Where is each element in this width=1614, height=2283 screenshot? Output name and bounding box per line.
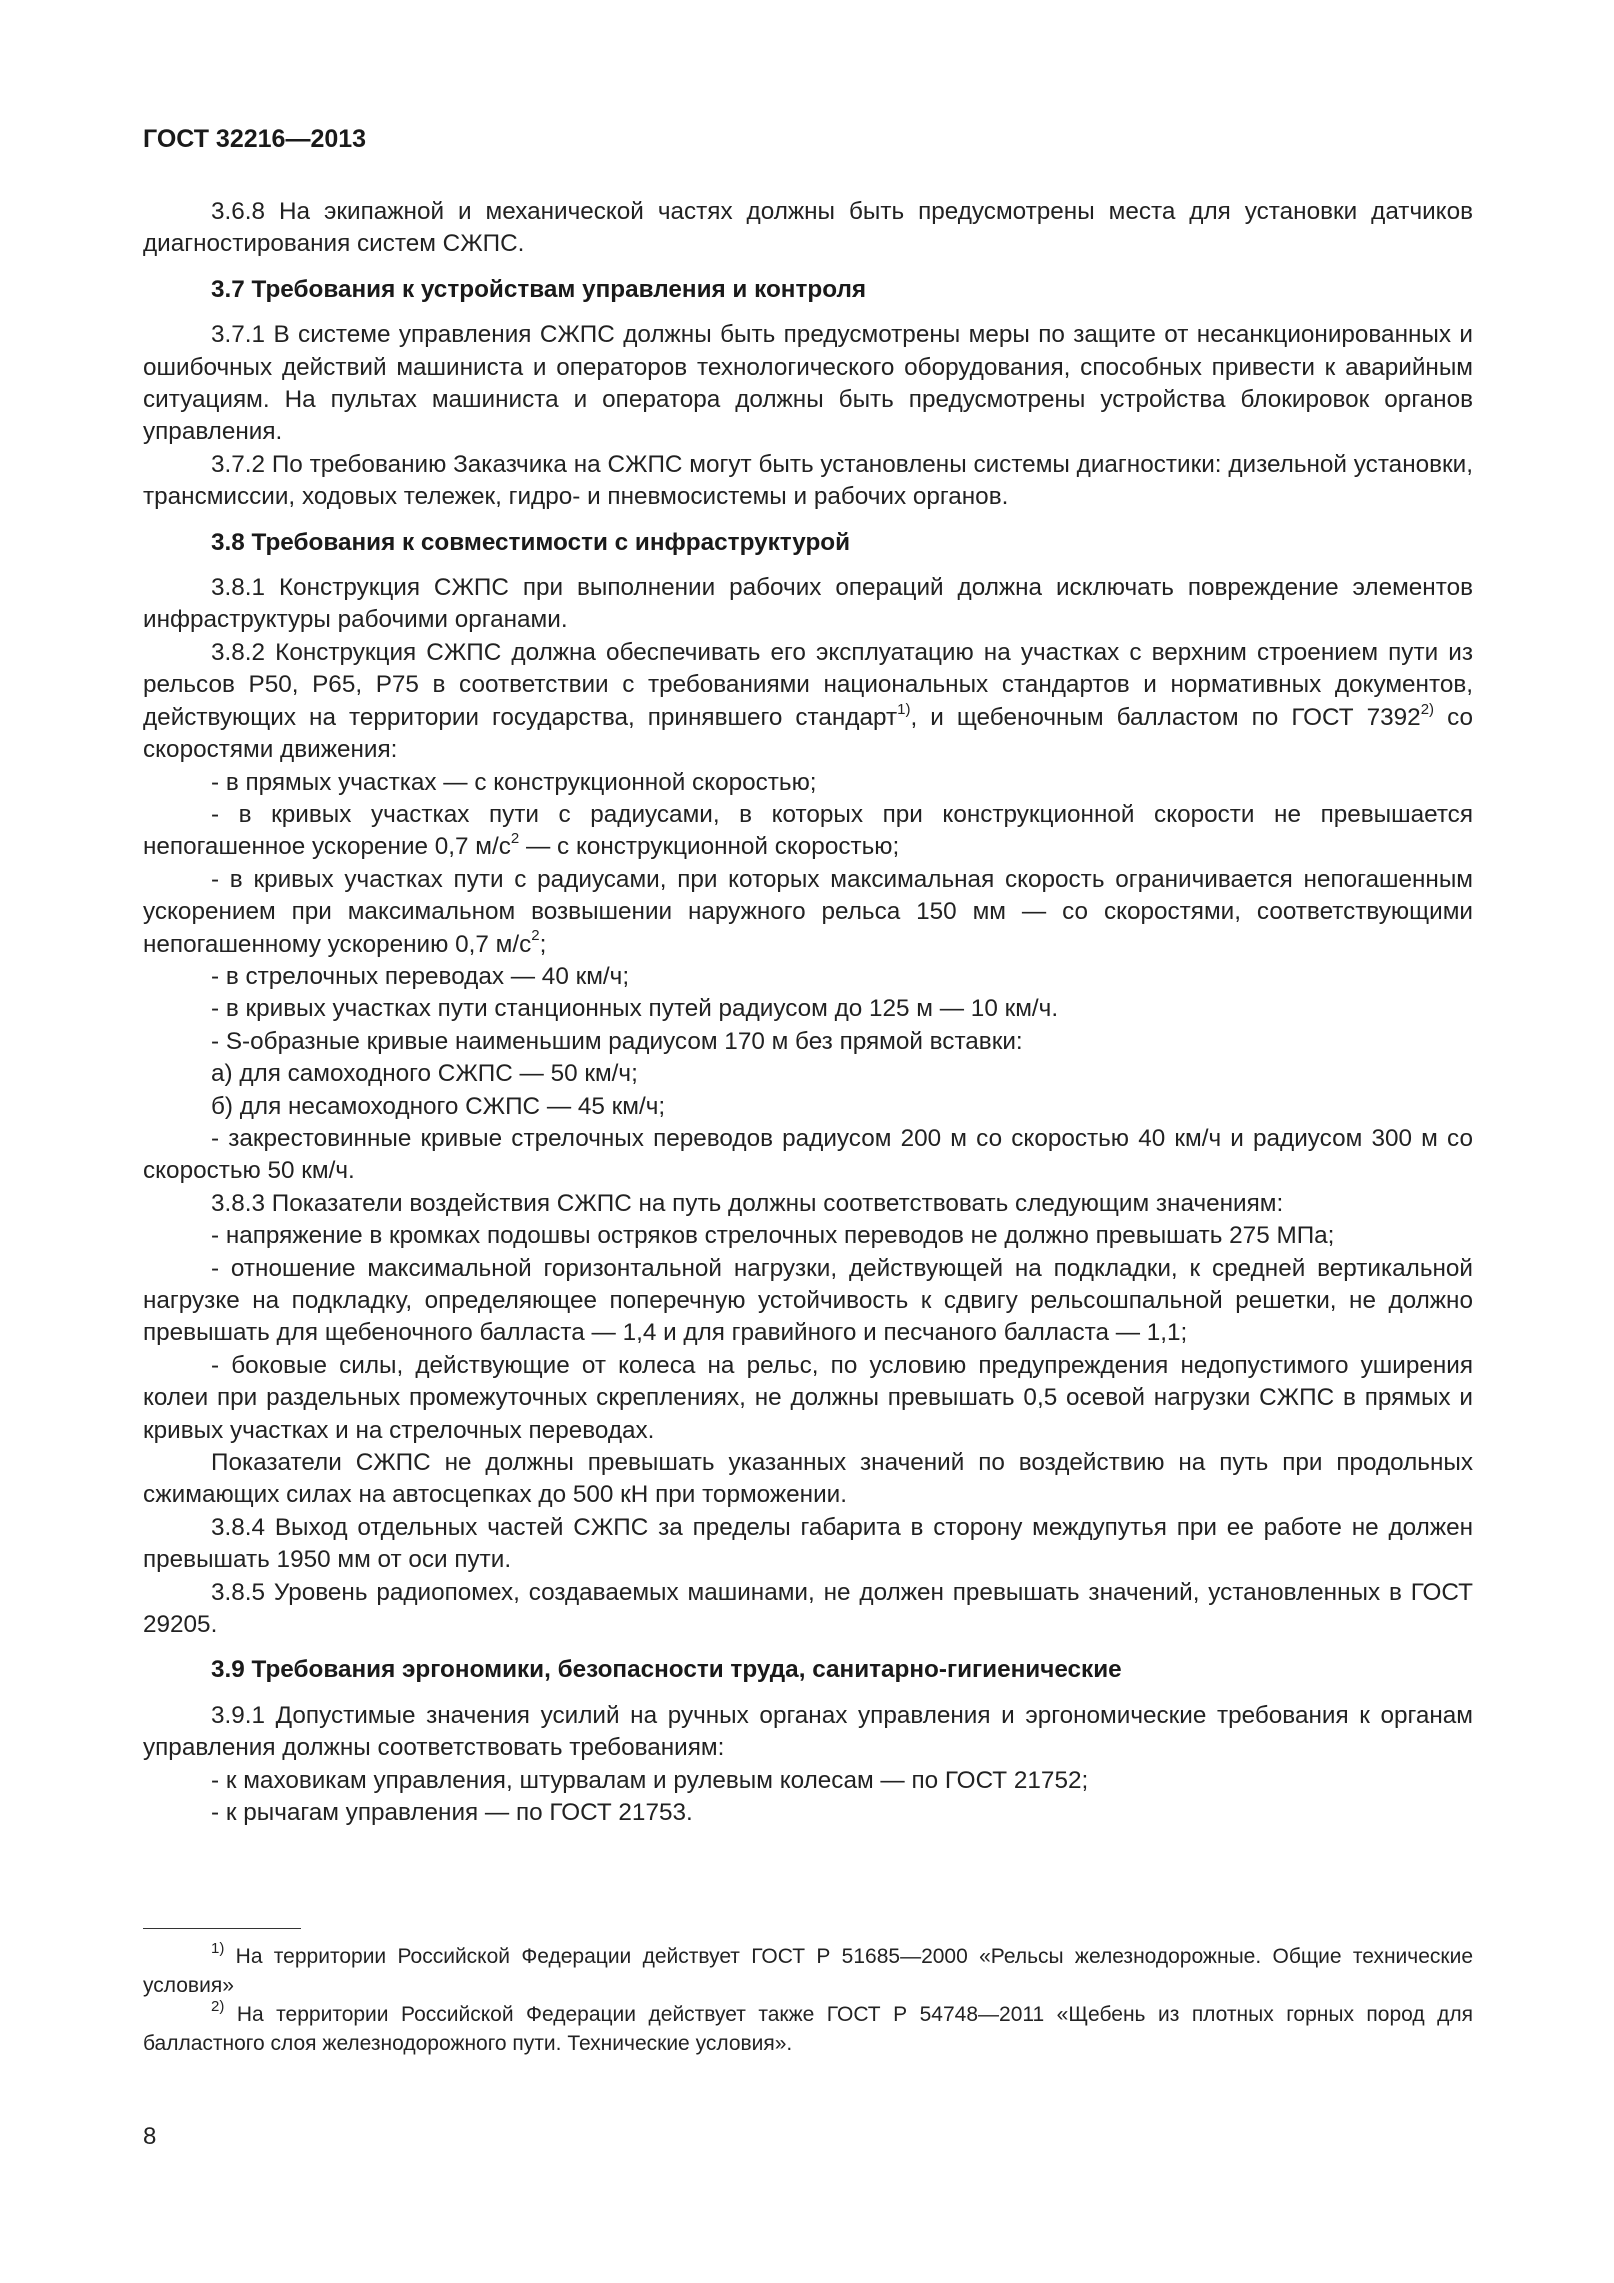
footnote-1 [143,1942,1473,2000]
footnote-mark-2: 2) [211,1998,225,2015]
list-item-text: ; [539,930,547,958]
footnote-text-1: На территории Российской Федерации действует ГОСТ Р 51685—2000 «Рельсы железнодорожные. Общие технические условия» [143,1945,1473,1997]
list-item [143,799,1473,864]
paragraph-3-8-5: 3.8.5 Уровень радиопомех, создаваемых машинами, не должен превышать значений, установленных в ГОСТ 29205. [143,1578,1473,1639]
paragraph-3-8-3: 3.8.3 Показатели воздействия СЖПС на путь должны соответствовать следующим значениям: [211,1189,1284,1217]
footnotes [143,1942,1473,2058]
superscript-exponent: 2 [510,830,520,848]
document-header-code: ГОСТ 32216—2013 [143,125,367,153]
list-item-text: — с конструкционной скоростью; [519,833,900,861]
list-item: - отношение максимальной горизонтальной нагрузки, действующей на подкладки, к средней вертикальной нагрузке на подкладку, определяющее поперечную устойчивость к сдвигу рельсошпальной решетки, не должно превышать для щебеночного балласта — 1,4 и для гравийного и песчаного балласта — 1,1; [143,1254,1473,1347]
section-heading-3-9: 3.9 Требования эргономики, безопасности труда, санитарно-гигиенические [211,1656,1122,1684]
section-heading-3-8: 3.8 Требования к совместимости с инфраструктурой [211,528,851,556]
paragraph-3-8-4: 3.8.4 Выход отдельных частей СЖПС за пределы габарита в сторону междупутья при ее работе не должен превышать 1950 мм от оси пути. [143,1513,1473,1574]
list-item: - к рычагам управления — по ГОСТ 21753. [211,1799,693,1827]
list-item: а) для самоходного СЖПС — 50 км/ч; [211,1060,638,1088]
list-item: б) для несамоходного СЖПС — 45 км/ч; [211,1092,666,1120]
list-item [143,864,1473,961]
list-item-text: - в кривых участках пути с радиусами, при которых максимальная скорость ограничивается непогашенным ускорением при максимальном возвышении наружного рельса 150 мм — со скоростями, соответствующими непогашенному ускорению 0,7 м/с [143,865,1473,958]
paragraph-3-8-2-text-b: , и щебеночным балластом по ГОСТ 7392 [910,703,1421,731]
footnote-mark-1: 1) [211,1940,225,1957]
paragraph-3-7-1: 3.7.1 В системе управления СЖПС должны быть предусмотрены меры по защите от несанкционированных и ошибочных действий машиниста и операторов технологического оборудования, способных привести к аварийным ситуациям. На пультах машиниста и оператора должны быть предусмотрены устройства блокировок органов управления. [143,321,1473,446]
list-item: - в кривых участках пути станционных путей радиусом до 125 м — 10 км/ч. [211,995,1059,1023]
superscript-exponent: 2 [531,927,540,945]
footnote-ref-1: 1) [897,700,911,718]
footnote-divider [143,1928,301,1929]
list-item: - к маховикам управления, штурвалам и рулевым колесам — по ГОСТ 21752; [211,1766,1089,1794]
paragraph-limits: Показатели СЖПС не должны превышать указанных значений по воздействию на путь при продольных сжимающих силах на автосцепках до 500 кН при торможении. [143,1449,1473,1509]
list-item: - S-образные кривые наименьшим радиусом 170 м без прямой вставки: [211,1027,1023,1055]
list-item: - боковые силы, действующие от колеса на рельс, по условию предупреждения недопустимого уширения колеи при раздельных промежуточных скреплениях, не должны превышать 0,5 осевой нагрузки СЖПС в прямых и кривых участках и на стрелочных переводах. [143,1351,1473,1444]
document-body [143,196,1473,1830]
footnote-2 [143,2000,1473,2058]
page-number: 8 [143,2123,157,2150]
list-item: - закрестовинные кривые стрелочных переводов радиусом 200 м со скоростью 40 км/ч и радиусом 300 м со скоростью 50 км/ч. [143,1124,1473,1185]
list-item-text: - в кривых участках пути с радиусами, в которых при конструкционной скорости не превышается непогашенное ускорение 0,7 м/с [143,800,1473,861]
paragraph-3-6-8: 3.6.8 На экипажной и механической частях должны быть предусмотрены места для установки датчиков диагностирования систем СЖПС. [143,198,1473,258]
paragraph-3-8-2 [143,637,1473,767]
footnote-ref-2: 2) [1420,700,1435,718]
paragraph-3-8-2-text-c: со скоростями движения: [143,703,1473,764]
footnote-text-2: На территории Российской Федерации действует также ГОСТ Р 54748—2011 «Щебень из плотных горных пород для балластного слоя железнодорожного пути. Технические условия». [143,2003,1473,2055]
section-heading-3-7: 3.7 Требования к устройствам управления и контроля [211,275,867,303]
list-item: - в прямых участках — с конструкционной скоростью; [211,768,817,796]
list-item: - напряжение в кромках подошвы остряков стрелочных переводов не должно превышать 275 МПа; [211,1222,1335,1250]
paragraph-3-9-1: 3.9.1 Допустимые значения усилий на ручных органах управления и эргономические требования к органам управления должны соответствовать требованиям: [143,1701,1473,1762]
paragraph-3-8-2-text-a: 3.8.2 Конструкция СЖПС должна обеспечивать его эксплуатацию на участках с верхним строением пути из рельсов Р50, Р65, Р75 в соответствии с требованиями национальных стандартов и нормативных документов, действующих на территории государства, принявшего стандарт [143,638,1473,731]
list-item: - в стрелочных переводах — 40 км/ч; [211,962,630,990]
paragraph-3-7-2: 3.7.2 По требованию Заказчика на СЖПС могут быть установлены системы диагностики: дизельной установки, трансмиссии, ходовых тележек, гидро- и пневмосистемы и рабочих органов. [143,450,1473,511]
paragraph-3-8-1: 3.8.1 Конструкция СЖПС при выполнении рабочих операций должна исключать повреждение элементов инфраструктуры рабочими органами. [143,574,1473,634]
